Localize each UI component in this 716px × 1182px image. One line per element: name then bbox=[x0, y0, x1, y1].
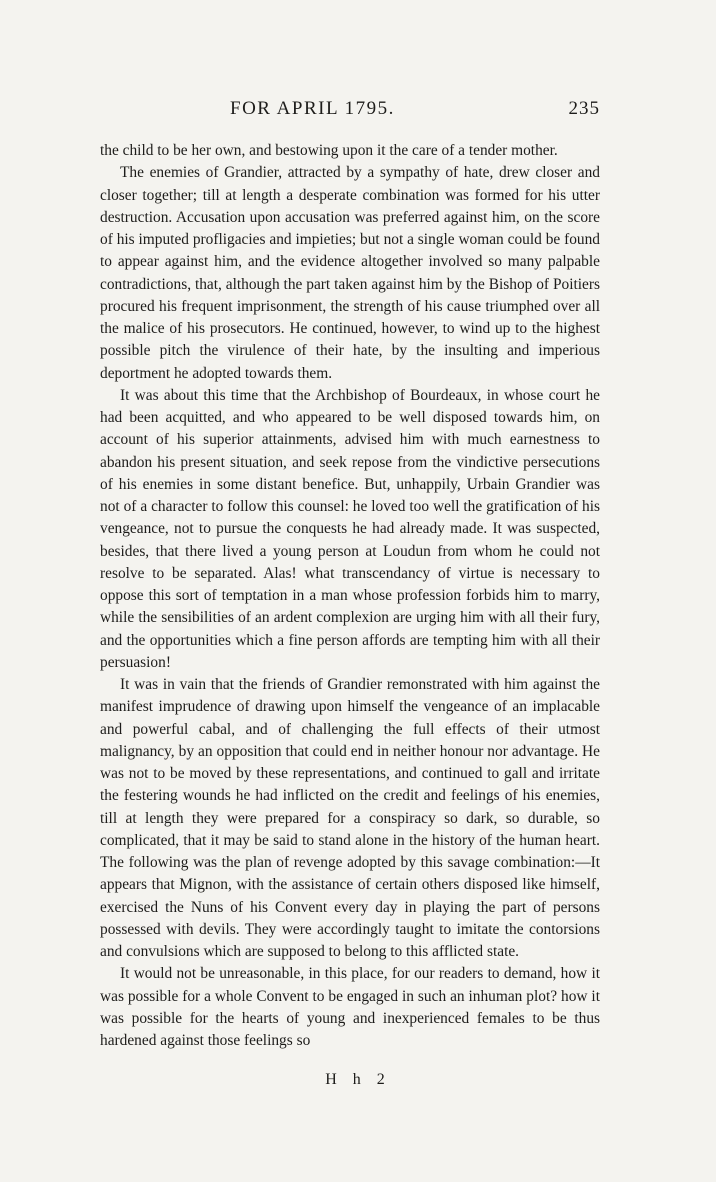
paragraph: It would not be unreasonable, in this place, for our readers to demand, how it was possible for a whole Convent to be engaged in such an inhuman plot? how it was possible for the hearts of young and inexperienced females to be thus hardened against those feelings so bbox=[100, 965, 600, 1049]
signature-mark: H h 2 bbox=[325, 1071, 391, 1088]
body-text bbox=[100, 140, 600, 1052]
paragraph: The enemies of Grandier, attracted by a sympathy of hate, drew closer and closer together; till at length a desperate combination was formed for his utter destruction. Accusation upon accusation was preferred against him, on the score of his imputed profligacies and impieties; but not a single woman could be found to appear against him, and the evidence altogether involved so many palpable contradictions, that, although the part taken against him by the Bishop of Poitiers procured his frequent imprisonment, the strength of his cause triumphed over all the malice of his prosecutors. He continued, however, to wind up to the highest possible pitch the virulence of their hate, by the insulting and imperious deportment he adopted towards them. bbox=[100, 164, 600, 382]
paragraph: It was in vain that the friends of Grandier remonstrated with him against the manifest imprudence of drawing upon himself the vengeance of an implacable and powerful cabal, and of challenging the full effects of their utmost malignancy, by an opposition that could end in neither honour nor advantage. He was not to be moved by these representations, and continued to gall and irritate the festering wounds he had inflicted on the credit and feelings of his enemies, till at length they were prepared for a conspiracy so dark, so durable, so complicated, that it may be said to stand alone in the history of the human heart. The following was the plan of revenge adopted by this savage combination:—It appears that Mignon, with the assistance of certain others disposed like himself, exercised the Nuns of his Convent every day in playing the part of persons possessed with devils. They were accordingly taught to imitate the contorsions and convulsions which are supposed to belong to this afflicted state. bbox=[100, 676, 600, 960]
paragraph: It was about this time that the Archbishop of Bourdeaux, in whose court he had been acquitted, and who appeared to be well disposed towards him, on account of his superior attainments, advised him with much earnestness to abandon his present situation, and seek repose from the vindictive persecutions of his enemies in some distant benefice. But, unhappily, Urbain Grandier was not of a character to follow this counsel: he loved too well the gratification of his vengeance, not to pursue the conquests he had already made. It was suspected, besides, that there lived a young person at Loudun from whom he could not resolve to be separated. Alas! what transcendancy of virtue is necessary to oppose this sort of temptation in a man whose profession forbids him to marry, while the sensibilities of an ardent complexion are urging him with all their fury, and the opportunities which a fine person affords are tempting him with all their persuasion! bbox=[100, 386, 600, 671]
page-number: 235 bbox=[568, 98, 600, 119]
page-header bbox=[100, 98, 600, 126]
paragraph-continued: the child to be her own, and bestowing upon it the care of a tender mother. bbox=[100, 142, 558, 159]
running-head: FOR APRIL 1795. bbox=[230, 98, 395, 119]
